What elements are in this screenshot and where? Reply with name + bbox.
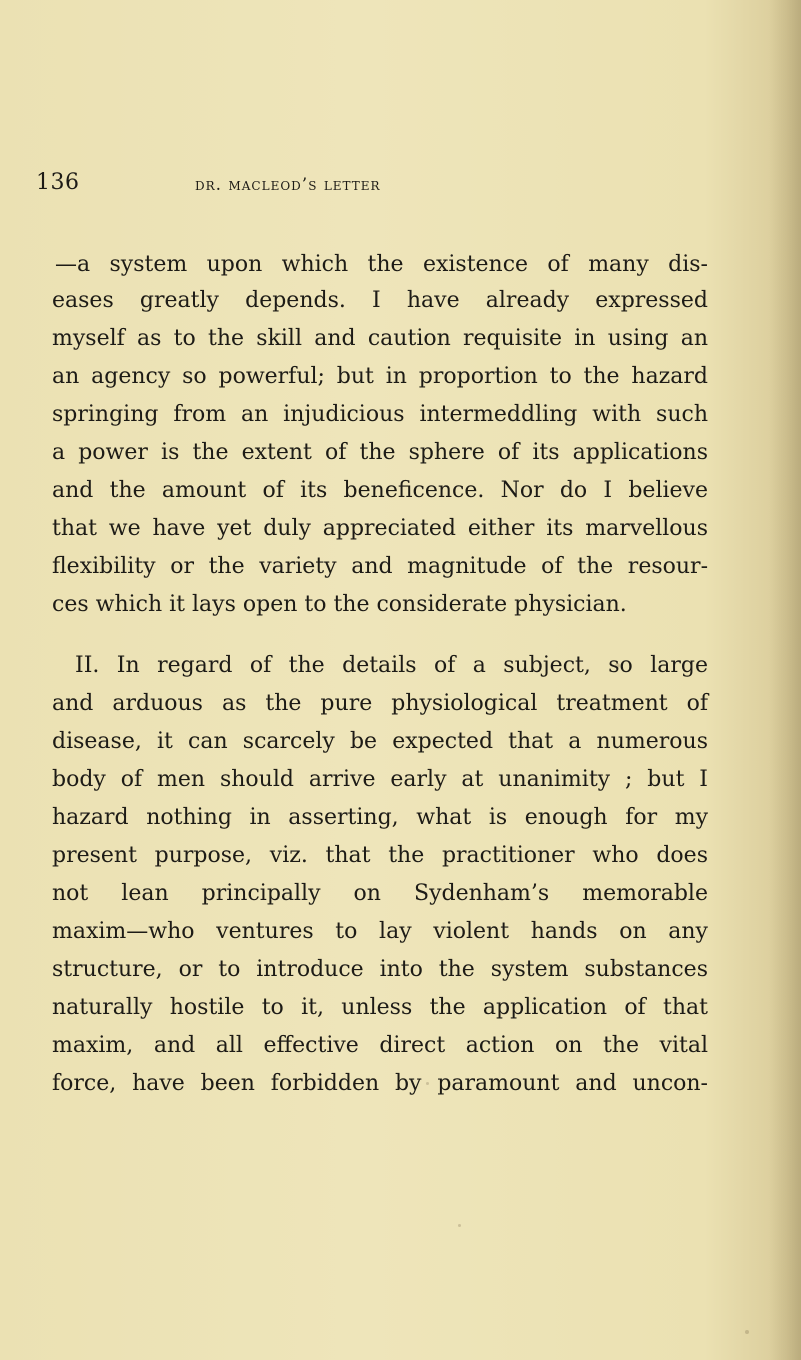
text-line: hazard nothing in asserting, what is enough for my	[52, 805, 708, 830]
text-line: a power is the extent of the sphere of its applications	[52, 440, 708, 465]
text-line: ces which it lays open to the considerate physician.	[52, 592, 627, 617]
text-line: an agency so powerful; but in proportion to the hazard	[52, 364, 708, 389]
text-line: maxim, and all effective direct action on the vital	[52, 1033, 708, 1058]
text-line: maxim—who ventures to lay violent hands on any	[52, 919, 708, 944]
running-head: dr. macleod’s letter	[195, 175, 381, 195]
text-line: II. In regard of the details of a subject, so large	[75, 653, 708, 678]
text-line: naturally hostile to it, unless the application of that	[52, 995, 708, 1020]
text-line: eases greatly depends. I have already expressed	[52, 288, 708, 313]
text-line: —a system upon which the existence of many dis-	[55, 252, 708, 277]
text-line: present purpose, viz. that the practitioner who does	[52, 843, 708, 868]
text-line: that we have yet duly appreciated either its marvellous	[52, 516, 708, 541]
text-line: springing from an injudicious intermeddling with such	[52, 402, 708, 427]
text-line: myself as to the skill and caution requisite in using an	[52, 326, 708, 351]
text-line: and arduous as the pure physiological treatment of	[52, 691, 708, 716]
text-line: force, have been forbidden by paramount and uncon-	[52, 1071, 708, 1096]
text-line: and the amount of its beneficence. Nor do I believe	[52, 478, 708, 503]
text-line: not lean principally on Sydenham’s memorable	[52, 881, 708, 906]
text-line: body of men should arrive early at unanimity ; but I	[52, 767, 708, 792]
text-line: disease, it can scarcely be expected that a numerous	[52, 729, 708, 754]
text-line: structure, or to introduce into the system substances	[52, 957, 708, 982]
text-line: flexibility or the variety and magnitude of the resour-	[52, 554, 708, 579]
page-number: 136	[36, 170, 80, 195]
